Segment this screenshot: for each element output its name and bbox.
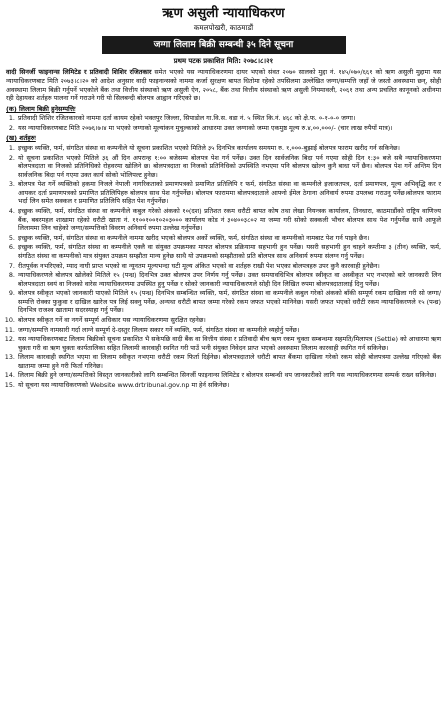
notice-header xyxy=(6,6,441,32)
tribunal-title: ऋण असुली न्यायाधिकरण xyxy=(162,6,285,21)
condition-item: 6. इच्छुक व्यक्ति, फर्म, संगठित संस्था वा कम्पनीले एक्लै वा संयुक्त उपक्रमका माफत बोलपत्र प्रक्रियामा सहभागी हुन पर्नेछ। यसरी सहभागी हुन चाहने कम्तीमा ३ (तीन) व्यक्ति, फर्म, संगठित संस्था वा कम्पनीको मात्र संयुक्त उपक्रम सम्झौता मान्य हुनेछ साथै यो उपक्रमको सम्झौताको प्रति बोलपत्र साथ अनिवार्य रुपमा संलग्न गर्नु पर्नेछ। xyxy=(17,243,441,260)
condition-item: 11. जग्गा/सम्पत्ति नामसारी गर्दा लाग्ने सम्पूर्ण दे-दस्तुर लिलाम सकार गर्ने व्यक्ति, फर्म, संगठित संस्था वा कम्पनीले व्यहोर्नु पर्नेछ। xyxy=(17,326,441,335)
condition-item: 1. इच्छुक व्यक्ति, फर्म, संगठित संस्था वा कम्पनीले यो सूचना प्रकाशित भएको मितिले ३५ दिनभित्र कार्यालय समयमा रु. १,०००-बुझाई बोलपत्र फाराम खरीद गर्न सकिनेछ। xyxy=(17,144,441,153)
condition-item: 2. यो सूचना प्रकाशित भएको मितिले ३६ औं दिन अपरान्ह १:०० बजेसम्म बोलपत्र पेश गर्न पर्नेछ। उक्त दिन सार्वजनिक बिदा पर्न गएमा सोही दिन १:३० बजे सबै न्यायाधिकरणमा बोलपत्रदाता वा निजको प्रतिनिधिको रोहवरमा खोलिने छ। बोलपत्रदाता वा निजको प्रतिनिधिको उपस्थिति नभएमा पनि बोलपत्र खोल्न कुनै बाधा पर्ने छैन। बोलपत्र पेश गर्ने अन्तिम दिन सार्वजनिक बिदा पर्न गएमा उक्त कार्य सोको भोलिपल्ट हुनेछ। xyxy=(17,154,441,180)
condition-item: 4. इच्छुक व्यक्ति, फर्म, संगठित संस्था वा कम्पनीले कबुल गरेको अंकको १०(दश) प्रतिशत रकम धरौटी बापत कोष तथा लेखा नियन्त्रक कार्यालय, तिनधारा, काठमाडौंको राष्ट्रिय वाणिज्य बैंक, बबरमहल शाखामा रहेको धरौटी खाता नं. ११००१००१०२०३००० कार्यालय कोड नं ३०४००३८०२ मा जम्मा गरी सोको सक्कली भौचर बोलपत्र साथ पेश गर्नुपर्नेछ साथै आफूले लिलाममा लिन चाहेको जग्गा/सम्पत्तिको विवरण अनिवार्य रुपमा उल्लेख गर्नुपर्नेछ। xyxy=(17,207,441,233)
section-a-list xyxy=(6,114,441,132)
section-a-item: 2. यस न्यायाधिकरणबाट मिति २०७६।७।४ मा भएको जग्गाको मूल्यांकन मुचुल्काको आधारमा उक्त जग्गाको जम्मा एकमुष्ठ मूल्य रु.४,००,०००/- (चार लाख रुपैयाँ मात्र)। xyxy=(17,124,441,133)
section-a-item: 1. प्रतिवादी शिशिर रजितकारको नाममा दर्ता कायम रहेको भक्तपुर जिल्ला, सिपाडोल गा.वि.स. वडा नं. ५ स्थित कि.नं. ४६८ को क्षे.फ. ०-१-०-० जग्गा। xyxy=(17,114,441,123)
tribunal-location: कमलपोखरी, काठमाडौं xyxy=(193,22,254,32)
condition-item: 10. बोलपत्र स्वीकृत गर्ने वा नगर्ने सम्पूर्ण अधिकार यस न्यायाधिकरणमा सुरक्षित रहनेछ। xyxy=(17,316,441,325)
condition-item: 5. इच्छुक व्यक्ति, फर्म, संगठित संस्था वा कम्पनीले नाममा खरीद भएको बोलपत्र अर्को व्यक्ति, फर्म, संगठित संस्था वा कम्पनीको नामबाट पेश गर्न पाइने छैन। xyxy=(17,234,441,243)
section-b-heading: (ख) शर्तहरुः xyxy=(6,134,36,143)
condition-item: 3. बोलपत्र पेश गर्ने व्यक्तिको हकमा निजले नेपाली नागरिकताको प्रमाणपत्रको प्रमाणित प्रतिलिपि र फर्म, संगठित संस्था वा कम्पनीले इजाजतपत्र, दर्ता प्रमाणपत्र, मूल्य अभिवृद्धि कर र आयकर दर्ता प्रमाणपत्रको प्रमाणित प्रतिलिपिहरु बोलपत्र साथ पेश गर्नुपर्नेछ। बोलपत्र फाराममा बोलपत्रदाताले आफ्नो ईमेल ठेगाना अनिवार्य रुपमा उपलब्ध गराउनु पर्नेछ।बोलपत्र फाराम भर्दा लिन समेत सक्कल र प्रमाणित प्रतिलिपि सहित पेश गर्नुपर्नेछ। xyxy=(17,180,441,206)
section-b-list xyxy=(6,144,441,390)
condition-item: 8. न्यायाधिकरणले बोलपत्र खोलेको मितिले १५ (पन्ध्र) दिनभित्र उक्त बोलपत्र उपर निर्णय गर्नु पर्नेछ। उक्त समयावधिभित्र बोलपत्र स्वीकृत वा अस्वीकृत भए नभएको बारे जानकारी लिन बोलपत्रदाता स्वयं वा निजको वारेस न्यायाधिकरणमा उपस्थित हुनु पर्नेछ र सोको जानकारी न्यायाधिकरणले सोही दिन लिखित रुपमा बोलपत्रदातालाई दिनु पर्नेछ। xyxy=(17,271,441,288)
condition-item: 7. रीतपूर्वक नभरिएको, म्याद नाघी प्राप्त भएको वा न्यूनतम मूल्यभन्दा घटी मूल्य अंकित भएको वा शर्तहरु राखी पेश भएका बोलपत्रहरु उपर कुनै कारवाही हुनेछैन। xyxy=(17,262,441,271)
publish-date: प्रथम पटक प्रकाशित मिति: २०७८।८।२१ xyxy=(173,57,274,66)
condition-item: 13. लिलाम कारवाही स्थगित भएमा वा लिलाम स्वीकृत नभएमा धरौटी रकम फिर्ता दिईनेछ। बोलपत्रदाताले धरौटी बापत बैंकमा दाखिला गरेको रकम सोही बोलपत्रमा उल्लेख गरिएको बैंक खातामा जम्मा हुने गरी फिर्ता गरिनेछ। xyxy=(17,353,441,370)
notice-banner: जग्गा लिलाम बिक्री सम्बन्धी ३५ दिने सूचना xyxy=(102,36,346,54)
intro-parties: वादी सिनर्जी फाइनान्स लिमिटेड र प्रतिवादी शिशिर रजितकार xyxy=(6,68,152,77)
section-a-heading: (क) लिलाम बिक्री हुनेसम्पत्तिः xyxy=(6,104,76,113)
intro-body: समेत भएको यस न्यायाधिकरणमा दायर भएको संवत २०७० सालको मुद्दा नं. १४५/०७०/६६१ को ऋण असुली मुद्दामा यस न्यायाधिकरणबाट मिति २०७३।८।२० को आदेश अनुसार वादी फाइनान्सको नाममा कर्जा सुरक्षण बापत धितोमा रहेको तपसिलमा उल्लेखित जग्गा/सम्पत्ति जहाँ जे जस्तो अवस्थामा छन्, सोही अवस्थामा लिलाम बिक्री गर्नुपर्ने भएकोले बैंक तथा वित्तीय संस्थाको ऋण असुली ऐन, २०५८, बैंक तथा वित्तीय संस्थाको ऋण असुली नियमावली, २०६१ तथा अन्य प्रचलित कानूनको अधीनमा रही देहायका शर्तहरु पालना गर्ने गराउने गरी यो सिलबन्दी बोलपत्र आह्वान गरिएको छ। xyxy=(6,68,441,103)
condition-item: 12. यस न्यायाधिकरणबाट लिलाम बिक्रीको सूचना प्रकाशित भै सकेपछि वादी बैंक वा वित्तीय संस्था र प्रतिवादी बीच ऋण रकम चुक्ता सम्बन्धमा सहमति/मिलापत्र (Settle) को आधारमा ऋण चुक्ता गरी वा ऋण चुक्ता कार्यतालिका सहित लिलामी कारवाही स्थगित गरी पाउँ भनी संयुक्त निवेदन प्राप्त भएको अवस्थामा लिलाम कारवाही स्थगित गर्न सकिनेछ। xyxy=(17,335,441,352)
condition-item: 15. यो सूचना यस न्यायाधिकरणको Website www.drtribunal.gov.np मा हेर्न सकिनेछ। xyxy=(17,381,441,390)
condition-item: 9. बोलपत्र स्वीकृत भएको जानकारी पाएको मितिले १५ (पन्ध्र) दिनभित्र सम्बन्धित व्यक्ति, फर्म, संगठित संस्था वा कम्पनीले कबुल गरेको अंकको बाँकी सम्पूर्ण रकम दाखिला गरी सो जग्गा/सम्पत्ति रोक्का फुकुवा र दाखिल खारेज पत्र लिई सक्नु पर्नेछ, अन्यथा धरौटी बापत जम्मा गरेको रकम जफत भएको मानिनेछ। यसरी जफत भएको धरौटी रकम न्यायाधिकरणले १५ (पन्ध्र) दिनभित्र राजश्व खातामा सदरस्याहा गर्नु पर्नेछ। xyxy=(17,289,441,315)
intro-paragraph xyxy=(6,68,441,102)
condition-item: 14. लिलाम बिक्री हुने जग्गा/सम्पत्तिको विस्तृत जानकारीको लागि सम्बन्धित सिनर्जी फाइनान्स लिमिटेड र बोलपत्र सम्बन्धी थप जानकारीको लागि यस न्यायाधिकरणमा सम्पर्क राख्न सकिनेछ। xyxy=(17,371,441,380)
